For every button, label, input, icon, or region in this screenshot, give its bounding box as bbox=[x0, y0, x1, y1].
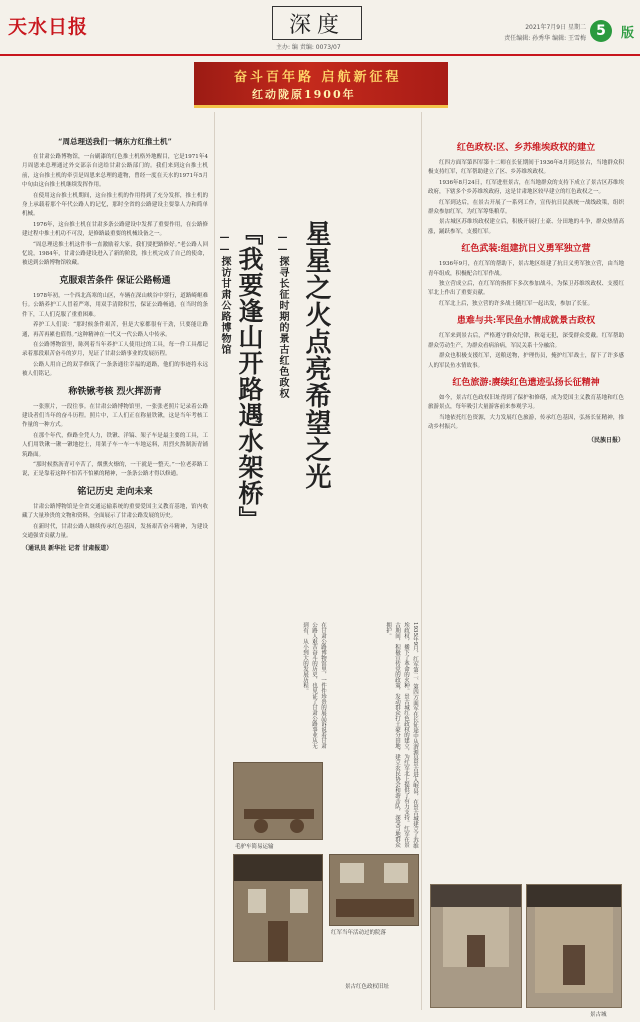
center-body-2: 在甘肃公路博物馆里，一件件珍贵的展品诉说着甘肃公路人艰苦奋斗的历史，也见证了甘肃公路事业从无到有、从小到大的发展历程。 bbox=[302, 622, 326, 749]
newspaper-logo: 天水日报 bbox=[8, 16, 89, 38]
right-credit: （民族日报） bbox=[587, 436, 624, 444]
paragraph: 甘肃公路博物馆是全省交通运输系统的重要爱国主义教育基地，馆内收藏了大量珍贵的文物和资料，全面展示了甘肃公路发展的历史。 bbox=[22, 503, 208, 520]
section-heading: 红色旅游:赓续红色遗迹弘扬长征精神 bbox=[452, 377, 600, 388]
photo-jinggu-town bbox=[430, 884, 522, 1008]
photo-old-site bbox=[233, 854, 323, 962]
paragraph: 1936年8月24日，红军进驻景古，在当地群众的支持下成立了景古区苏维埃政府，下辖多个乡苏维埃政府，这是甘肃地区较早建立的红色政权之一。 bbox=[428, 179, 624, 196]
paragraph: 独立营成立后，在红军的指挥下多次参加战斗，为保卫苏维埃政权、支援红军北上作出了重要贡献。 bbox=[428, 281, 624, 297]
section-heading: 铭记历史 走向未来 bbox=[77, 486, 153, 497]
photo-caption: 景古红色政权旧址 bbox=[345, 984, 390, 990]
paragraph: 在新时代，甘肃公路人继续传承红色基因，发扬艰苦奋斗精神，为建设交通强省贡献力量。 bbox=[22, 523, 208, 539]
photo-caption: 红军当年活动过的院落 bbox=[331, 930, 387, 936]
photo-jinggu-gate bbox=[526, 884, 622, 1008]
photo-caption: 景古城 bbox=[590, 1012, 607, 1018]
left-credit: （通讯员 新华社 记者 甘肃报道） bbox=[22, 545, 113, 553]
section-heading: 红色政权:区、乡苏维埃政权的建立 bbox=[456, 143, 596, 153]
paragraph: 红四方面军第四军第十二师在长征期间于1936年8月到达景古，当地群众积极支持红军，红军帮助建立了区、乡苏维埃政权。 bbox=[428, 160, 624, 176]
issue-date: 2021年7月9日 星期二 bbox=[525, 24, 586, 31]
paragraph: 群众也积极支援红军，送粮送物，护理伤员，掩护红军战士，留下了许多感人的军民鱼水情故事。 bbox=[428, 353, 624, 369]
photo-caption: 毛驴车简易运输 bbox=[235, 844, 274, 850]
right-article bbox=[428, 136, 624, 1002]
issue-editors: 责任编辑: 孙秀华 编辑: 王雪梅 bbox=[504, 35, 586, 42]
page-label: 版 bbox=[620, 26, 634, 41]
paragraph: 红军到达后，在景古开展了一系列工作，宣传抗日民族统一战线政策，组织群众参加红军，为红军筹集粮草。 bbox=[428, 199, 624, 216]
subhead-road-museum: ——探访甘肃公路博物馆 bbox=[219, 232, 230, 355]
paragraph: 1978年初，一个西北高寒的山区，车辆在深山峡谷中穿行，道路崎岖难行。公路养护工人冒着严寒，用双手清除积雪，保证公路畅通，在当时的条件下，工人们克服了重重困难。 bbox=[22, 292, 208, 318]
issue-meta bbox=[504, 22, 586, 44]
section-heading: 患难与共:军民鱼水情成就景古政权 bbox=[456, 316, 596, 327]
masthead bbox=[0, 0, 640, 56]
banner-line-1: 奋斗百年路 启航新征程 bbox=[234, 70, 402, 85]
paragraph: 景古城区苏维埃政权建立后，积极开展打土豪、分田地的斗争，群众热情高涨，踊跃参军，支援红军。 bbox=[428, 219, 624, 235]
left-lead: “周总理送我们一辆东方红推土机” bbox=[58, 137, 172, 146]
paragraph: 1936年9月，在红军的帮助下，景古地区组建了抗日义勇军独立营，由当地青年组成，积极配合红军作战。 bbox=[428, 261, 624, 277]
paragraph: 在甘肃公路博物馆，一台刷漆的红色推土机格外地醒目，它是1971年4月周恩来总理通过外交部亲自送给甘肃公路部门的。我们来到这台推土机前，这台推土机的牵引是周恩来总理的遗物，曾经一度在天水的1971年5月中旬由这台推土机继续发挥作用。 bbox=[22, 154, 208, 189]
section-heading: 称铁锹考核 烈火挥沥青 bbox=[68, 386, 162, 397]
left-article bbox=[22, 136, 208, 1006]
paragraph: “周总理送推土机这件事一直激励着大家，我们要把路修好。”老公路人回忆说，1984年，甘肃公路建设进入了新的阶段，推土机完成了自己的使命，被送到公路博物馆收藏。 bbox=[22, 241, 208, 267]
photo-red-courtyard bbox=[329, 854, 419, 926]
photo-donkey-cart bbox=[233, 762, 323, 840]
paragraph: “那时候熬沥青可辛苦了，烟熏火燎的，一干就是一整天。”一位老养路工说，正是靠着这种不怕苦不怕累的精神，一条条公路才得以修通。 bbox=[22, 461, 208, 478]
page-number-badge: 5 bbox=[590, 20, 612, 42]
banner-line-2: 红动陇原1900年 bbox=[252, 88, 356, 101]
paragraph: 在那个年代，修路全凭人力，铁锹、洋镐、架子车是最主要的工具，工人们用铁锹一锹一锹地挖土，用架子车一车一车地运料，用烈火熬制沥青铺筑路面。 bbox=[22, 432, 208, 458]
paragraph: 养护工人们说：“那时候条件艰苦，但是大家都很有干劲，只要能让路通，再苦再累也值得。”这种精神在一代又一代公路人中传承。 bbox=[22, 322, 208, 338]
paragraph: 红军北上后，独立营的许多战士随红军一起出发，参加了长征。 bbox=[439, 300, 594, 307]
paragraph: 一张照片，一段往事。在甘肃公路博物馆里，一张张老照片记录着公路建设者们当年的奋斗历程。照片中，工人们正在称量铁锹，这是当年考核工作量的一种方式。 bbox=[22, 403, 208, 429]
paragraph: 在公路博物馆里，陈列着当年养护工人使用过的工具，每一件工具都记录着那段艰苦奋斗的岁月，见证了甘肃公路事业的发展历程。 bbox=[22, 341, 208, 358]
paragraph: 公路人用自己的双手修筑了一条条通往幸福的道路，他们的事迹将永远被人们铭记。 bbox=[22, 361, 208, 378]
headline-red-regime: 星星之火点亮希望之光 bbox=[301, 220, 331, 490]
paragraph: 1976年，这台推土机在甘肃多条公路建设中发挥了重要作用，在公路修建过程中推土机功不可没，是修路最重要的机械设备之一。 bbox=[22, 221, 208, 238]
paragraph: 如今，景古红色政权旧址得到了保护和修缮，成为爱国主义教育基地和红色旅游景点，每年吸引大量游客前来参观学习。 bbox=[428, 394, 624, 411]
paragraph: 当地依托红色资源，大力发展红色旅游，传承红色基因，弘扬长征精神，推动乡村振兴。 bbox=[428, 414, 624, 431]
section-title: 深度 bbox=[272, 6, 362, 40]
center-body-1: 1935年9月，红军第二、第四方面军在长征途中从渭源县景古进入岷县，在景古城建立了苏维埃政权，播下了革命的火种。景古城红色政权的建立，为红军北上提供了有力支持。红军在景古期间，积极宣传党的政策，发动群众打土豪分田地，建立农民协会和游击队，深受当地群众拥护。 bbox=[385, 622, 418, 849]
centenary-banner bbox=[194, 62, 448, 108]
paragraph: 在使用这台推土机期间，这台推土机的作用得到了充分发挥，推土机的身上承载着那个年代公路人的记忆，那时全省的公路建设主要靠人力和简单机械。 bbox=[22, 192, 208, 218]
editor-line: 主办: 编 责编: 0073/07 bbox=[276, 44, 341, 51]
subhead-red-regime: ——探寻长征时期的景古红色政权 bbox=[277, 232, 288, 399]
paragraph: 红军来到景古后，严格遵守群众纪律，秋毫无犯，深受群众爱戴。红军帮助群众劳动生产，为群众看病治病，军民关系十分融洽。 bbox=[428, 333, 624, 349]
section-heading: 克服艰苦条件 保证公路畅通 bbox=[59, 275, 171, 286]
center-feature bbox=[214, 112, 422, 1010]
headline-road-museum: 『我要逢山开路遇水架桥』 bbox=[235, 220, 264, 532]
section-heading: 红色武装:组建抗日义勇军独立营 bbox=[461, 244, 591, 255]
